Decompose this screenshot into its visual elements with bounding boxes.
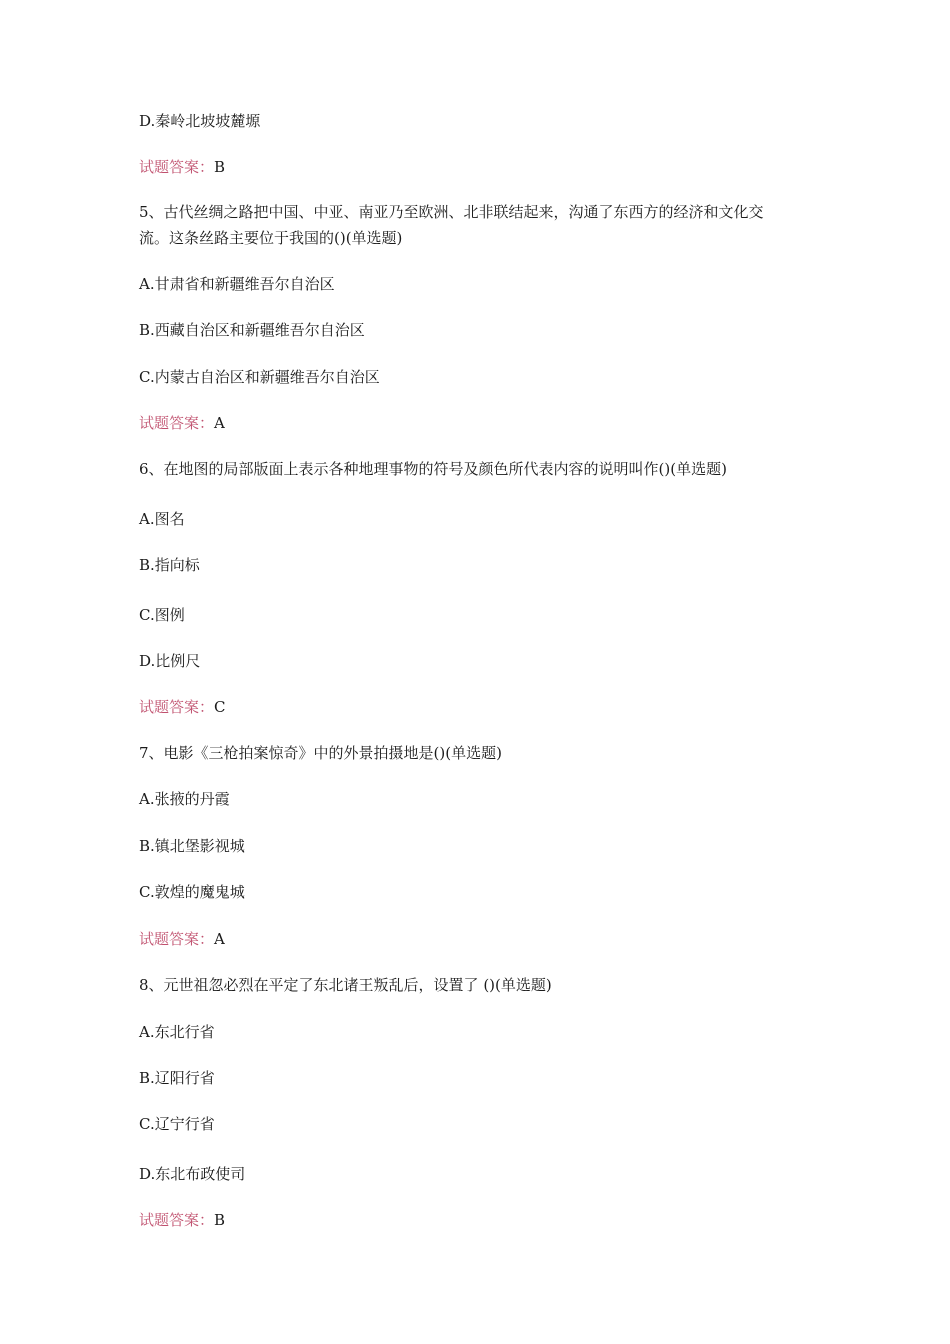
option-text: A.东北行省 bbox=[139, 1023, 215, 1041]
option-text: B.西藏自治区和新疆维吾尔自治区 bbox=[139, 321, 365, 339]
option-text: D.东北布政使司 bbox=[139, 1165, 246, 1183]
option-text: A.甘肃省和新疆维吾尔自治区 bbox=[139, 275, 335, 293]
answer-label: 试题答案： bbox=[139, 414, 215, 432]
answer-value: B bbox=[214, 1211, 226, 1229]
answer-value: A bbox=[214, 930, 225, 948]
option-text: B.辽阳行省 bbox=[139, 1069, 215, 1087]
option-text: C.敦煌的魔鬼城 bbox=[139, 883, 245, 901]
answer-label: 试题答案： bbox=[139, 158, 215, 176]
option-text: B.指向标 bbox=[139, 556, 200, 574]
option-text: C.内蒙古自治区和新疆维吾尔自治区 bbox=[139, 368, 380, 386]
answer-label: 试题答案： bbox=[139, 698, 215, 716]
answer-value: A bbox=[214, 414, 225, 432]
question-stem-continued: 流。这条丝路主要位于我国的()(单选题) bbox=[139, 229, 403, 247]
question-stem: 7、电影《三枪拍案惊奇》中的外景拍摄地是()(单选题) bbox=[139, 744, 502, 762]
answer-line bbox=[139, 696, 819, 718]
question-stem: 8、元世祖忽必烈在平定了东北诸王叛乱后，设置了 ()(单选题) bbox=[139, 976, 552, 994]
answer-value: C bbox=[214, 698, 226, 716]
answer-label: 试题答案： bbox=[139, 930, 215, 948]
answer-line bbox=[139, 1209, 819, 1231]
answer-line bbox=[139, 156, 819, 178]
answer-line bbox=[139, 928, 819, 950]
answer-label: 试题答案： bbox=[139, 1211, 215, 1229]
option-text: A.图名 bbox=[139, 510, 185, 528]
question-stem: 6、在地图的局部版面上表示各种地理事物的符号及颜色所代表内容的说明叫作()(单选题) bbox=[139, 460, 727, 478]
option-text: A.张掖的丹霞 bbox=[139, 790, 230, 808]
question-stem: 5、古代丝绸之路把中国、中亚、南亚乃至欧洲、北非联结起来，沟通了东西方的经济和文化交 bbox=[139, 203, 764, 221]
answer-value: B bbox=[214, 158, 226, 176]
option-text: B.镇北堡影视城 bbox=[139, 837, 245, 855]
option-text: D.比例尺 bbox=[139, 652, 201, 670]
option-text: D.秦岭北坡坡麓塬 bbox=[139, 112, 261, 130]
option-text: C.图例 bbox=[139, 606, 185, 624]
option-text: C.辽宁行省 bbox=[139, 1115, 215, 1133]
answer-line bbox=[139, 412, 819, 434]
